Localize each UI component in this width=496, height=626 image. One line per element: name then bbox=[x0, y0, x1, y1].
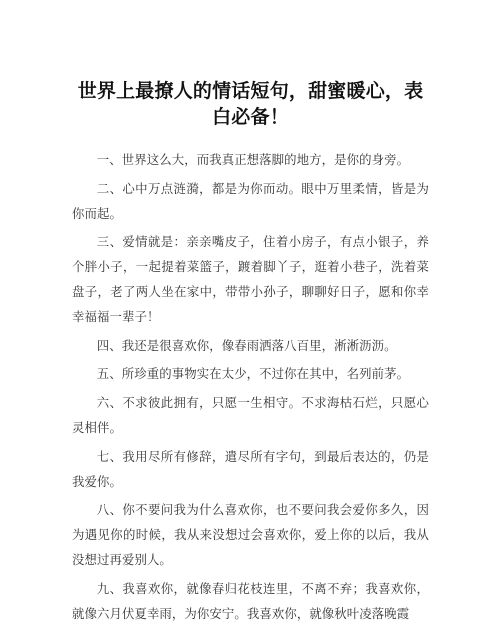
paragraph-1: 一、世界这么大，而我真正想落脚的地方，是你的身旁。 bbox=[96, 152, 410, 167]
paragraph-4: 四、我还是很喜欢你，像春雨洒落八百里，淅淅沥沥。 bbox=[96, 337, 397, 353]
paragraph-3: 三、爱情就是：亲亲嘴皮子，住着小房子，有点小银子，养个胖小子，一起提着菜篮子，踱着脚丫子，逛着小巷子，洗着菜盘子，老了两人坐在家中，带带小孙子，聊聊好日子，愿和你幸幸福福一辈子！ bbox=[72, 234, 429, 324]
paragraph-5: 五、所珍重的事物实在太少，不过你在其中，名列前茅。 bbox=[96, 366, 410, 382]
document-body bbox=[72, 148, 429, 626]
document-title: 世界上最撩人的情话短句，甜蜜暖心，表白必备！ bbox=[77, 80, 424, 128]
paragraph-8: 八、你不要问我为什么喜欢你，也不要问我会爱你多久，因为遇见你的时候，我从来没想过会喜欢你，爱上你的以后，我从没想过再爱别人。 bbox=[72, 502, 429, 567]
paragraph-7: 七、我用尽所有修辞，遣尽所有字句，到最后表达的，仍是我爱你。 bbox=[72, 448, 429, 489]
paragraph-9: 九、我喜欢你，就像春归花枝连里，不离不弃；我喜欢你，就像六月伏夏幸雨，为你安宁。我喜欢你，就像秋叶凌落晚霞 bbox=[72, 580, 429, 621]
paragraph-2: 二、心中万点涟漪，都是为你而动。眼中万里柔情，皆是为你而起。 bbox=[72, 180, 429, 221]
paragraph-6: 六、不求彼此拥有，只愿一生相守。不求海枯石烂，只愿心灵相伴。 bbox=[72, 395, 429, 435]
